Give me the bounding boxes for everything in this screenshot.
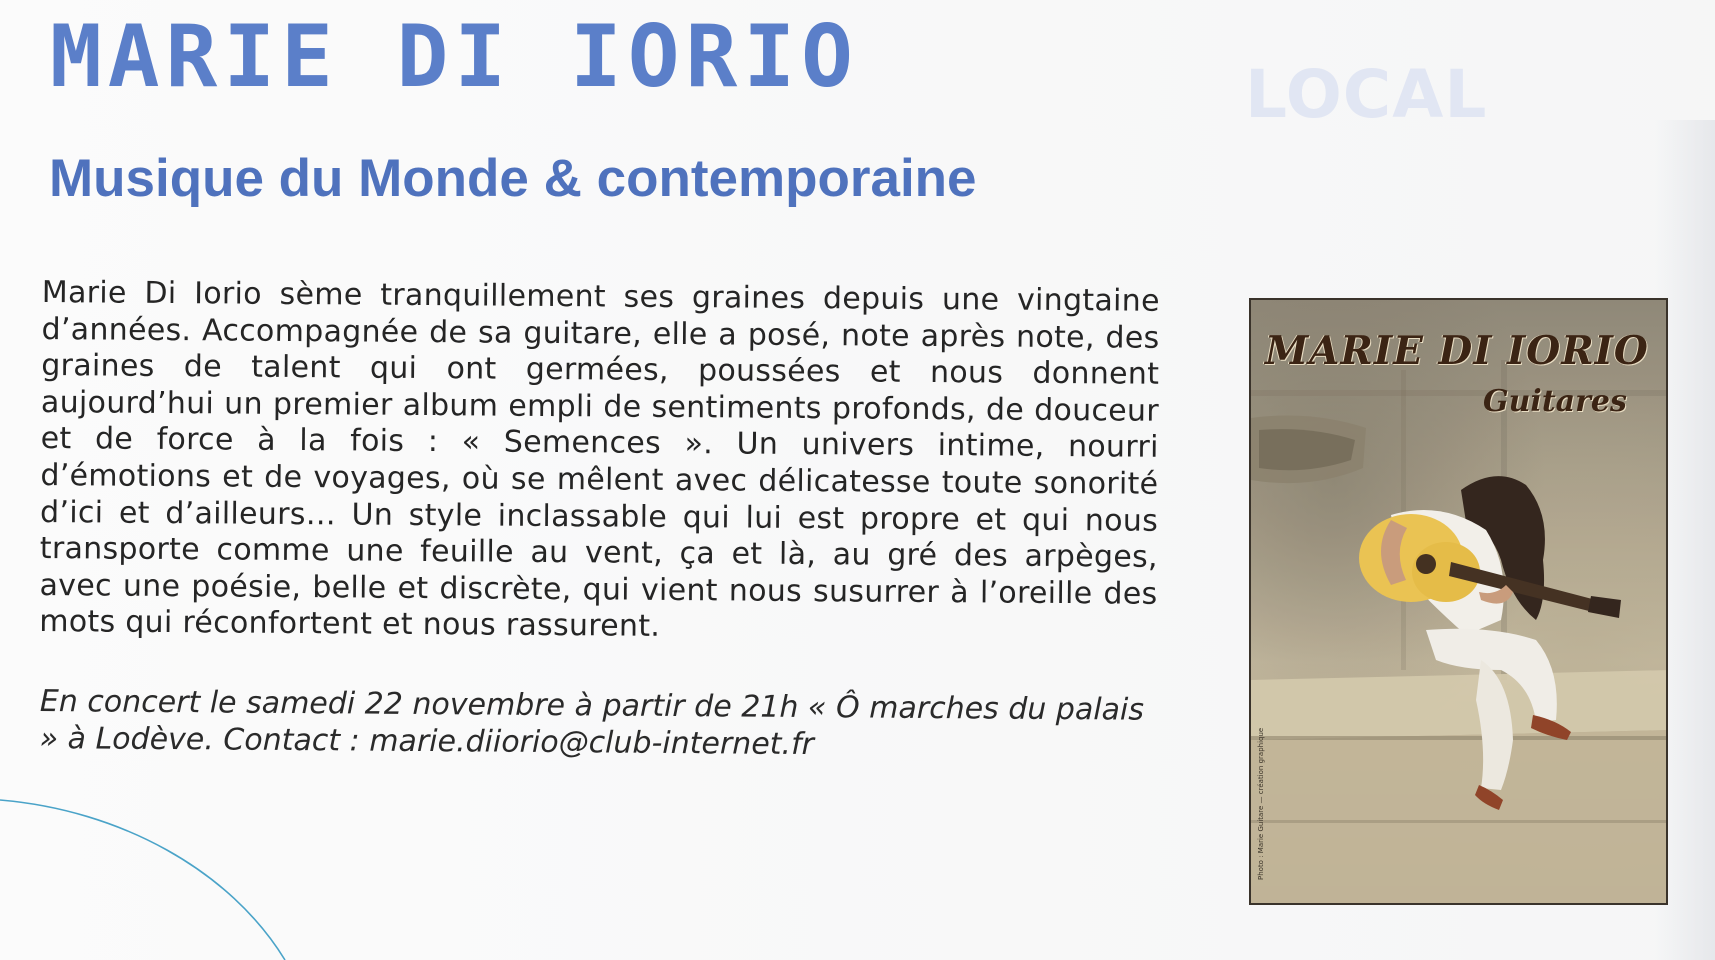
article-body: Marie Di Iorio sème tranquillement ses graines depuis une vingtaine d’années. Accompagnée de sa guitare, elle a posé, note après note, des graines de talent qui ont germées, poussées et nous donnent aujourd’hui un premier album empli de sentiments profonds, de douceur et de force à la fois : « Semences ». Un univers intime, nourri d’émotions et de voyages, où se mêlent avec délicatesse toute sonorité d’ici et d’ailleurs… Un style inclassable qui lui est propre et qui nous transporte comme une feuille au vent, ça et là, au gré des arpèges, avec une poésie, belle et discrète, qui vient nous susurrer à l’oreille des mots qui réconfortent et nous rassurent. <box>39 275 1160 645</box>
album-credit-text: Photo : Marie Guitare — création graphique <box>1257 727 1265 880</box>
album-title: Guitares <box>1483 384 1627 419</box>
album-credit <box>1257 500 1273 880</box>
decor-arc-icon <box>0 780 300 960</box>
article-subtitle: Musique du Monde & contemporaine <box>49 149 977 208</box>
concert-details: En concert le samedi 22 novembre à partir de 21h « Ô marches du palais » à Lodève. Contact : <box>39 683 1145 759</box>
article-title: MARIE DI IORIO <box>50 7 859 107</box>
section-tag: LOCAL <box>1245 56 1488 133</box>
contact-email: marie.diiorio@club-internet.fr <box>369 723 815 763</box>
album-cover <box>1249 298 1668 905</box>
concert-info <box>39 683 1150 766</box>
album-artist: MARIE DI IORIO <box>1265 328 1649 374</box>
